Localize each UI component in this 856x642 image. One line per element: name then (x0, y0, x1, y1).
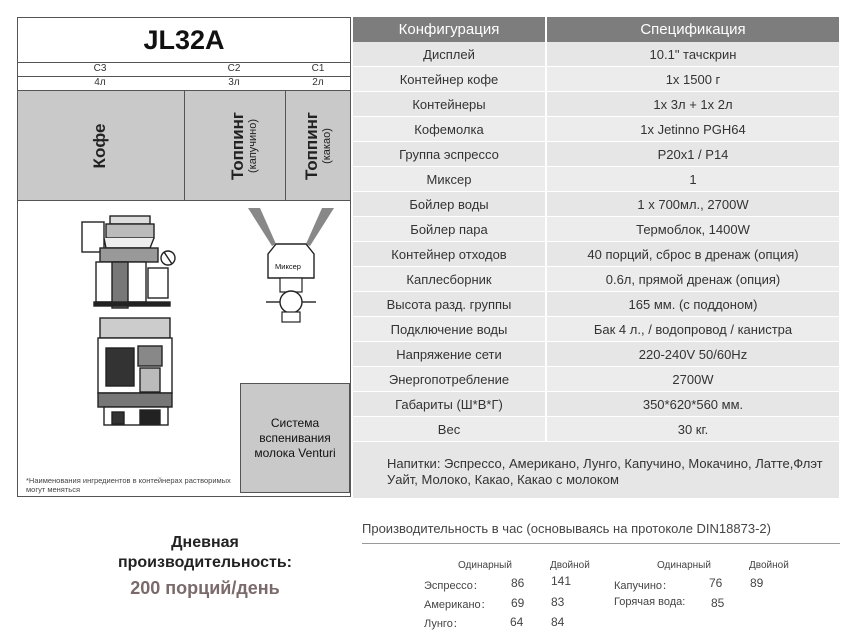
spec-value: 165 мм. (с поддоном) (628, 297, 758, 312)
double-value: 141 (551, 574, 572, 588)
spec-value: 2700W (672, 372, 714, 387)
model-title: JL32A (18, 18, 350, 63)
ingredient-label-coffee (90, 101, 110, 191)
spec-value: 10.1" тачскрин (649, 47, 737, 62)
spec-row (353, 417, 839, 442)
single-value: 64 (510, 615, 524, 629)
header-spec: Спецификация (547, 17, 839, 42)
drink-name: Горячая вода: (614, 596, 686, 608)
ingredient-name: Кофе (90, 123, 109, 169)
container-volumes-row (18, 76, 350, 91)
single-value: 86 (511, 576, 525, 590)
ingredient-label-cappuccino (228, 96, 262, 196)
divider (184, 91, 185, 200)
header-config: Конфигурация (353, 17, 545, 42)
spec-row (353, 292, 839, 317)
spec-key: Кофемолка (414, 122, 484, 137)
col-single-header: Одинарный (458, 560, 512, 571)
spec-row (353, 42, 839, 67)
spec-row (353, 217, 839, 242)
daily-capacity-label: Дневная производительность: (117, 534, 293, 571)
venturi-label: Система вспенивания молока Venturi (254, 415, 336, 460)
container-code: C2 (227, 63, 241, 74)
container-code: C1 (311, 63, 325, 74)
spec-value: 1x Jetinno PGH64 (640, 122, 746, 137)
spec-row (353, 167, 839, 192)
spec-value: 1x 1500 г (665, 72, 721, 87)
spec-value: 350*620*560 мм. (642, 397, 744, 412)
mixer-label: Миксер (275, 262, 301, 271)
spec-key: Контейнер отходов (391, 247, 507, 262)
spec-key: Габариты (Ш*В*Г) (395, 397, 503, 412)
container-volume: 2л (312, 77, 324, 88)
ingredient-band (18, 91, 350, 201)
spec-key: Высота разд. группы (386, 297, 512, 312)
spec-row (353, 392, 839, 417)
container-volume: 4л (94, 77, 106, 88)
spec-value: 1 x 700мл., 2700W (637, 197, 749, 212)
spec-row (353, 142, 839, 167)
ingredient-label-cocoa (302, 96, 336, 196)
single-value: 85 (711, 596, 725, 610)
spec-value: 40 порций, сброс в дренаж (опция) (587, 247, 799, 262)
double-value: 89 (750, 576, 764, 590)
col-double-header: Двойной (550, 560, 590, 571)
spec-value: 1 (689, 172, 697, 187)
drink-name: Капучино： (614, 580, 674, 592)
spec-value: 0.6л, прямой дренаж (опция) (605, 272, 781, 287)
spec-key: Энергопотребление (388, 372, 510, 387)
spec-value: P20x1 / P14 (657, 147, 729, 162)
spec-row (353, 267, 839, 292)
single-value: 76 (709, 576, 723, 590)
spec-key: Контейнеры (412, 97, 486, 112)
spec-key: Вес (437, 422, 461, 437)
spec-row (353, 242, 839, 267)
spec-row (353, 192, 839, 217)
spec-key: Группа эспрессо (399, 147, 499, 162)
daily-capacity-value: 200 порций/день (130, 578, 280, 598)
ingredient-name: Топпинг (228, 111, 247, 181)
spec-value: 30 кг. (677, 422, 709, 437)
machine-schematic (70, 208, 182, 433)
spec-value: 220-240V 50/60Hz (638, 347, 748, 362)
ingredient-sub: (капучино) (247, 118, 259, 174)
spec-key: Бойлер воды (409, 197, 489, 212)
spec-row (353, 67, 839, 92)
spec-row (353, 317, 839, 342)
ingredient-name: Топпинг (302, 111, 321, 181)
drink-name: Эспрессо： (424, 580, 484, 592)
spec-value: 1x 3л + 1x 2л (653, 97, 733, 112)
ingredient-sub: (какао) (321, 128, 333, 164)
spec-value: Бак 4 л., / водопровод / канистра (593, 322, 793, 337)
col-double-header: Двойной (749, 560, 789, 571)
double-value: 83 (551, 595, 565, 609)
spec-key: Каплесборник (406, 272, 492, 287)
spec-key: Напряжение сети (396, 347, 502, 362)
spec-key: Миксер (426, 172, 472, 187)
col-single-header: Одинарный (657, 560, 711, 571)
container-code: C3 (93, 63, 107, 74)
spec-key: Контейнер кофе (399, 72, 499, 87)
spec-key: Подключение воды (390, 322, 508, 337)
spec-key: Дисплей (423, 47, 475, 62)
divider-line (362, 543, 840, 544)
spec-row (353, 342, 839, 367)
container-volume: 3л (228, 77, 240, 88)
spec-row (353, 117, 839, 142)
drink-name: Американо： (424, 599, 492, 611)
divider (285, 91, 286, 200)
spec-key: Бойлер пара (410, 222, 488, 237)
venturi-box (240, 383, 350, 493)
drink-name: Лунго： (424, 618, 464, 630)
footnote: *Наименования ингредиентов в контейнерах растворимых могут меняться (26, 476, 231, 494)
single-value: 69 (511, 596, 525, 610)
spec-row (353, 367, 839, 392)
drinks-list: Напитки: Эспрессо, Американо, Лунго, Капучино, Мокачино, Латте,Флэт Уайт, Молоко, Какао, Какао с молоком (353, 442, 839, 498)
spec-row (353, 92, 839, 117)
machine-config-panel (17, 17, 351, 497)
spec-value: Термоблок, 1400W (636, 222, 750, 237)
hourly-productivity-title: Производительность в час (основываясь на протоколе DIN18873-2) (362, 521, 771, 536)
double-value: 84 (551, 615, 565, 629)
container-codes-row (18, 62, 350, 77)
